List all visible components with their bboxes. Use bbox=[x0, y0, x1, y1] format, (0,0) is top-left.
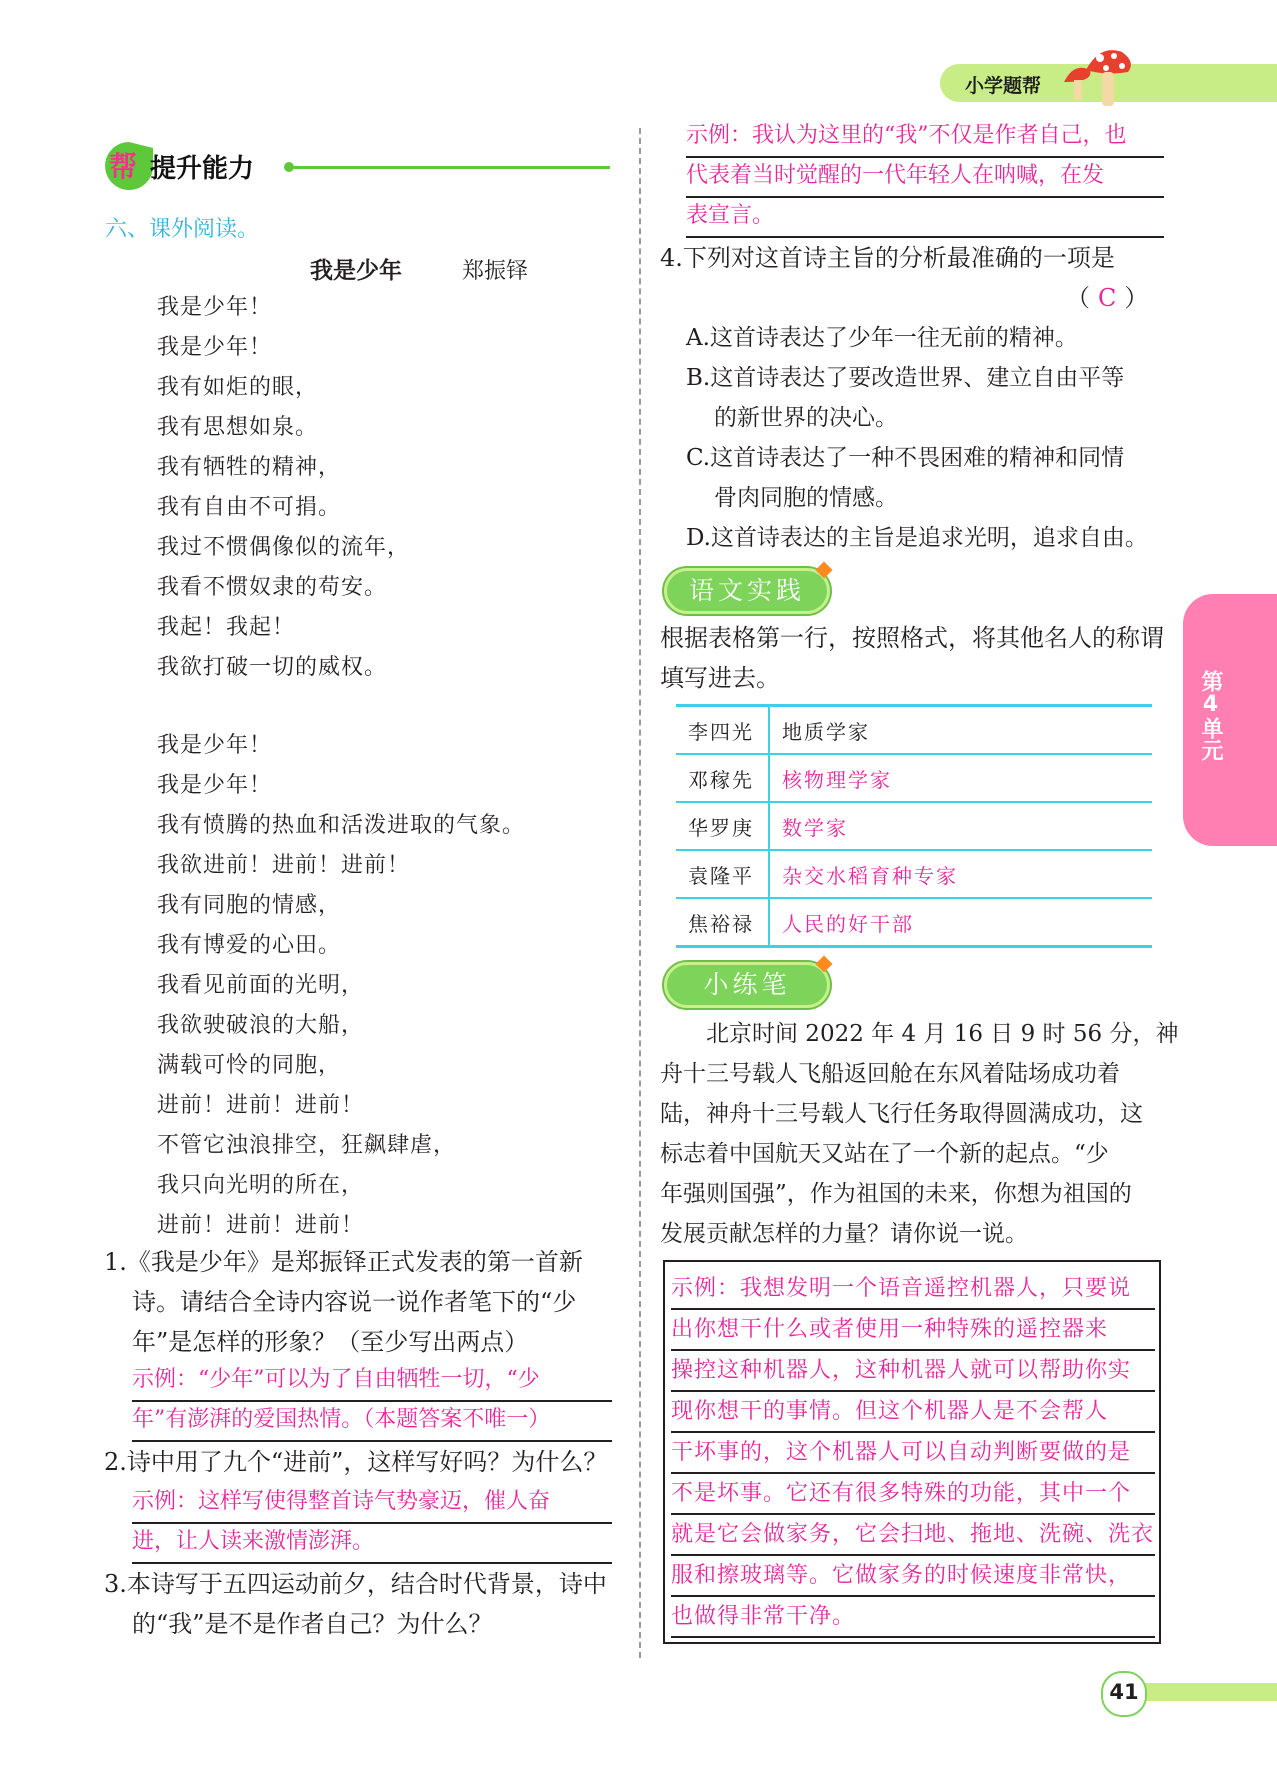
answer-3 bbox=[686, 118, 1164, 238]
table-cell-name: 邓稼先 bbox=[676, 754, 769, 802]
poem-line: 我有愤腾的热血和活泼进取的气象。 bbox=[157, 813, 526, 838]
unit-side-tab-text: 第4单元 bbox=[1198, 670, 1223, 761]
poem-stanza-1 bbox=[157, 288, 410, 688]
poem-line: 我欲打破一切的威权。 bbox=[157, 655, 388, 680]
option-c-cont: 骨肉同胞的情感。 bbox=[714, 485, 898, 511]
writing-answer-line: 干坏事的，这个机器人可以自动判断要做的是 bbox=[671, 1432, 1155, 1474]
practice-instruction-line: 根据表格第一行，按照格式，将其他名人的称谓 bbox=[660, 624, 1164, 652]
writing-answer-line: 就是它会做家务，它会扫地、拖地、洗碗、洗衣 bbox=[671, 1514, 1155, 1556]
writing-answer-line: 也做得非常干净。 bbox=[671, 1596, 1155, 1638]
poem-line: 我有牺牲的精神， bbox=[157, 455, 342, 480]
column-divider bbox=[639, 128, 641, 1658]
question-2: 2.诗中用了九个“进前”，这样写好吗？为什么？ bbox=[104, 1448, 608, 1476]
question-1-line: 1.《我是少年》是郑振铎正式发表的第一首新 bbox=[104, 1248, 583, 1276]
table-row bbox=[676, 706, 1152, 755]
table-cell-title: 地质学家 bbox=[769, 706, 1152, 755]
question-1-line: 年”是怎样的形象？（至少写出两点） bbox=[132, 1328, 529, 1356]
poem-line: 我看见前面的光明， bbox=[157, 973, 365, 998]
table-cell-title: 数学家 bbox=[769, 802, 1152, 850]
poem-line: 我是少年！ bbox=[157, 335, 273, 360]
poem-line: 我有思想如泉。 bbox=[157, 415, 319, 440]
poem-line: 我是少年！ bbox=[157, 733, 273, 758]
paren-open: （ bbox=[1066, 284, 1090, 312]
option-c: C.这首诗表达了一种不畏困难的精神和同情 bbox=[686, 445, 1125, 471]
table-cell-title: 人民的好干部 bbox=[769, 898, 1152, 947]
names-table bbox=[676, 704, 1152, 948]
table-cell-name: 焦裕禄 bbox=[676, 898, 769, 947]
answer-2-line: 示例：这样写使得整首诗气势豪迈，催人奋 bbox=[132, 1489, 551, 1514]
poem-line: 我是少年！ bbox=[157, 773, 273, 798]
option-b-cont: 的新世界的决心。 bbox=[714, 405, 898, 431]
question-4: 4.下列对这首诗主旨的分析最准确的一项是 bbox=[660, 244, 1115, 272]
answer-1-line: 示例：“少年”可以为了自由牺牲一切，“少 bbox=[132, 1367, 540, 1392]
writing-prompt-line: 北京时间 2022 年 4 月 16 日 9 时 56 分，神 bbox=[660, 1021, 1179, 1047]
question-4-answer: C bbox=[1098, 284, 1117, 312]
poem-line: 进前！进前！进前！ bbox=[157, 1093, 365, 1118]
practice-instruction bbox=[660, 618, 1164, 698]
question-4-options bbox=[686, 318, 1148, 558]
poem-line: 我有博爱的心田。 bbox=[157, 933, 342, 958]
question-1-line: 诗。请结合全诗内容说一说作者笔下的“少 bbox=[132, 1288, 577, 1316]
practice-instruction-line: 填写进去。 bbox=[660, 664, 780, 692]
section-line bbox=[290, 166, 610, 169]
option-b: B.这首诗表达了要改造世界、建立自由平等 bbox=[686, 365, 1125, 391]
section-icon-char: 帮 bbox=[109, 150, 138, 183]
table-cell-title: 杂交水稻育种专家 bbox=[769, 850, 1152, 898]
writing-prompt-line: 标志着中国航天又站在了一个新的起点。“少 bbox=[660, 1141, 1109, 1167]
table-row bbox=[676, 754, 1152, 802]
answer-2-line: 进，让人读来激情澎湃。 bbox=[132, 1529, 375, 1554]
poem-line: 我起！我起！ bbox=[157, 615, 296, 640]
option-a: A.这首诗表达了少年一往无前的精神。 bbox=[686, 325, 1078, 351]
poem-line: 我看不惯奴隶的苟安。 bbox=[157, 575, 388, 600]
page-number: 41 bbox=[1109, 1680, 1139, 1704]
writing-answer-line: 示例：我想发明一个语音遥控机器人，只要说 bbox=[671, 1268, 1155, 1310]
table-row bbox=[676, 802, 1152, 850]
poem-line: 我有同胞的情感， bbox=[157, 893, 342, 918]
poem-line: 我欲驶破浪的大船， bbox=[157, 1013, 365, 1038]
poem-line: 进前！进前！进前！ bbox=[157, 1213, 365, 1238]
poem-author: 郑振铎 bbox=[462, 259, 529, 284]
writing-prompt-line: 陆，神舟十三号载人飞行任务取得圆满成功，这 bbox=[660, 1101, 1143, 1127]
table-row bbox=[676, 898, 1152, 947]
answer-3-line: 示例：我认为这里的“我”不仅是作者自己，也 bbox=[686, 123, 1127, 148]
writing-prompt-line: 年强则国强”，作为祖国的未来，你想为祖国的 bbox=[660, 1181, 1132, 1207]
table-cell-name: 华罗庚 bbox=[676, 802, 769, 850]
poem-line: 我欲进前！进前！进前！ bbox=[157, 853, 411, 878]
answer-2 bbox=[132, 1484, 612, 1564]
poem-line: 满载可怜的同胞， bbox=[157, 1053, 342, 1078]
poem-line: 我只向光明的所在， bbox=[157, 1173, 365, 1198]
question-3-line: 的“我”是不是作者自己？为什么？ bbox=[132, 1610, 493, 1638]
table-cell-name: 李四光 bbox=[676, 706, 769, 755]
writing-prompt-line: 舟十三号载人飞船返回舱在东风着陆场成功着 bbox=[660, 1061, 1120, 1087]
answer-3-line: 代表着当时觉醒的一代年轻人在呐喊，在发 bbox=[686, 163, 1105, 188]
unit-side-tab-label bbox=[1190, 670, 1230, 761]
question-3 bbox=[104, 1564, 607, 1644]
option-d: D.这首诗表达的主旨是追求光明，追求自由。 bbox=[686, 525, 1148, 551]
table-cell-title: 核物理学家 bbox=[769, 754, 1152, 802]
mushroom-icon bbox=[1060, 42, 1140, 112]
poem-line: 不管它浊浪排空，狂飙肆虐， bbox=[157, 1133, 457, 1158]
question-1 bbox=[104, 1242, 583, 1362]
poem-line: 我有自由不可捐。 bbox=[157, 495, 342, 520]
writing-answer-line: 不是坏事。它还有很多特殊的功能，其中一个 bbox=[671, 1473, 1155, 1515]
answer-1 bbox=[132, 1362, 612, 1442]
poem-line: 我过不惯偶像似的流年， bbox=[157, 535, 411, 560]
writing-answer-box bbox=[663, 1260, 1161, 1644]
section-title: 提升能力 bbox=[150, 154, 255, 184]
answer-3-line: 表宣言。 bbox=[686, 203, 775, 228]
question-3-line: 3.本诗写于五四运动前夕，结合时代背景，诗中 bbox=[104, 1570, 607, 1598]
practice-badge: 语文实践 bbox=[664, 568, 830, 614]
table-cell-name: 袁隆平 bbox=[676, 850, 769, 898]
writing-prompt bbox=[660, 1014, 1178, 1254]
writing-answer-line: 操控这种机器人，这种机器人就可以帮助你实 bbox=[671, 1350, 1155, 1392]
paren-close: ） bbox=[1124, 284, 1149, 312]
poem-line: 我有如炬的眼， bbox=[157, 375, 319, 400]
poem-stanza-2 bbox=[157, 726, 525, 1246]
reading-heading: 六、课外阅读。 bbox=[105, 217, 260, 242]
writing-prompt-line: 发展贡献怎样的力量？请你说一说。 bbox=[660, 1221, 1028, 1247]
answer-1-line: 年”有澎湃的爱国热情。（本题答案不唯一） bbox=[132, 1407, 551, 1432]
writing-answer-line: 服和擦玻璃等。它做家务的时候速度非常快， bbox=[671, 1555, 1155, 1597]
table-row bbox=[676, 850, 1152, 898]
poem-title: 我是少年 bbox=[310, 258, 402, 284]
writing-answer-line: 出你想干什么或者使用一种特殊的遥控器来 bbox=[671, 1309, 1155, 1351]
writing-answer-line: 现你想干的事情。但这个机器人是不会帮人 bbox=[671, 1391, 1155, 1433]
poem-line: 我是少年！ bbox=[157, 295, 273, 320]
question-4-answer-paren bbox=[1066, 278, 1148, 318]
header-title: 小学题帮 bbox=[965, 75, 1042, 97]
writing-badge: 小练笔 bbox=[664, 962, 830, 1008]
